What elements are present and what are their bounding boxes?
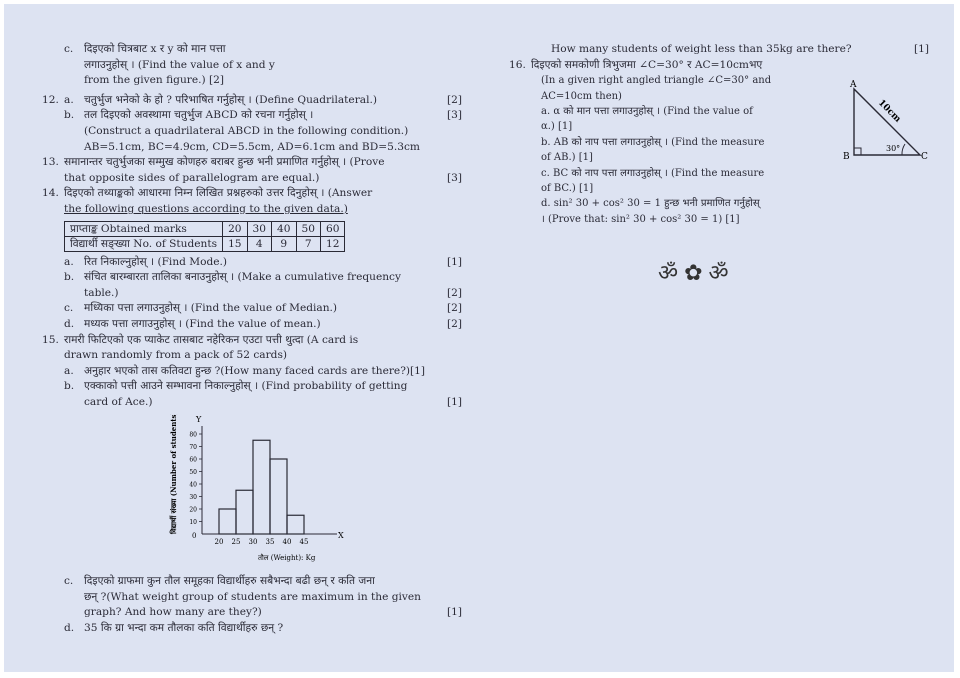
histogram-bar <box>236 491 253 535</box>
exam-page <box>4 4 954 672</box>
table-header-students: विद्यार्थी सङ्ख्या No. of Students <box>65 236 223 251</box>
angle-label: 30° <box>886 144 901 154</box>
q15a <box>42 364 462 380</box>
q15c-line3 <box>42 605 462 621</box>
table-cell: 60 <box>321 221 345 236</box>
q11c-label: c. <box>64 43 74 55</box>
q16-text-block <box>509 73 832 227</box>
right-column <box>509 42 929 227</box>
x-tick-label: 35 <box>265 538 275 547</box>
q15d-label: d. <box>64 621 75 634</box>
vertex-c-label: C <box>921 152 928 163</box>
y-tick-label: 40 <box>189 481 197 489</box>
q13-text: समानान्तर चतुर्भुजका सम्मुख कोणहरु बराबर हुन्छ भनी प्रमाणित गर्नुहोस् । (Prove <box>64 156 385 169</box>
q14-text: दिइएको तथ्याङ्कको आधारमा निम्न लिखित प्रश्नहरुको उत्तर दिनुहोस् । (Answer <box>64 187 373 200</box>
q16a-text2: α.) [1] <box>541 121 573 133</box>
q12b-marks: [3] <box>446 109 462 122</box>
y-tick-label: 70 <box>189 444 197 452</box>
q13-line2 <box>42 171 462 187</box>
q15a-label: a. <box>64 364 74 377</box>
histogram-svg <box>162 414 352 564</box>
y-tick-label: 30 <box>189 494 197 502</box>
q14b-text2: table.) <box>84 286 119 299</box>
table-cell: 40 <box>272 221 296 236</box>
q14c-label: c. <box>64 302 74 315</box>
q12-number: 12. <box>42 93 59 106</box>
q16b-text2: of AB.) [1] <box>541 152 593 164</box>
ornament-glyphs: ॐ✿ॐ <box>658 261 735 286</box>
q11c-text3: from the given figure.) [2] <box>84 74 224 87</box>
marks-table <box>64 221 345 252</box>
vertex-a-label: A <box>850 80 857 91</box>
x-tick-label: 40 <box>282 538 292 547</box>
x-tick-label: 20 <box>214 538 224 547</box>
q14d-text: मध्यक पत्ता लगाउनुहोस् । (Find the value of mean.) <box>84 317 321 330</box>
right-triangle-figure <box>832 79 929 169</box>
q12b-text: तल दिइएको अवस्थामा चतुर्भुज ABCD को रचना गर्नुहोस् । <box>84 109 314 122</box>
q15c-label: c. <box>64 575 74 588</box>
origin-label: 0 <box>192 532 197 541</box>
q15b <box>42 379 462 395</box>
q14d <box>42 317 462 333</box>
histogram-bar <box>287 516 304 535</box>
table-cell: 9 <box>272 236 296 251</box>
x-tick-label: 30 <box>248 538 258 547</box>
y-axis-label: विद्यार्थी संख्या (Number of students) <box>169 414 178 535</box>
x-axis-label: तौल (Weight): Kg <box>258 554 316 563</box>
q15b-marks: [1] <box>446 395 462 408</box>
q16d-text2: । (Prove that: sin² 30 + cos² 30 = 1) [1] <box>541 213 740 225</box>
table-header-marks: प्राप्ताङ्क Obtained marks <box>65 221 223 236</box>
q15d <box>42 621 462 637</box>
q15e-marks: [1] <box>913 43 929 55</box>
q16a-text: a. α को मान पत्ता लगाउनुहोस् । (Find the value of <box>541 106 753 117</box>
q12a-text: चतुर्भुज भनेको के हो ? परिभाषित गर्नुहोस् । (Define Quadrilateral.) <box>84 93 377 106</box>
q13-text2: that opposite sides of parallelogram are equal.) <box>64 171 320 184</box>
q15b-line2 <box>42 395 462 411</box>
q14b-text: संचित बारम्बारता तालिका बनाउनुहोस् । (Make a cumulative frequency <box>84 271 401 284</box>
q16-number: 16. <box>509 58 526 71</box>
y-tick-label: 20 <box>189 506 197 514</box>
q16c-text: c. BC को नाप पत्ता लगाउनुहोस् । (Find the measure <box>541 167 765 179</box>
q13-number: 13. <box>42 156 59 169</box>
histogram <box>162 414 462 570</box>
q14a-text: रित निकाल्नुहोस् । (Find Mode.) <box>84 255 228 268</box>
q12b-label: b. <box>64 109 75 122</box>
q15e <box>509 42 929 58</box>
q16-text3: AC=10cm then) <box>541 90 622 102</box>
q14c <box>42 301 462 317</box>
q15b-text: एक्काको पत्ती आउने सम्भावना निकाल्नुहोस् । (Find probability of getting <box>84 380 408 393</box>
q11c <box>42 42 462 89</box>
y-tick-label: 50 <box>189 469 197 477</box>
q11c-text2: लगाउनुहोस् । (Find the value of x and y <box>84 58 275 71</box>
q12a-label: a. <box>64 93 74 106</box>
q14a-label: a. <box>64 255 74 268</box>
q14-text2: the following questions according to the given data.) <box>64 202 348 215</box>
q12b <box>42 108 462 124</box>
q16 <box>509 58 929 74</box>
table-cell: 7 <box>296 236 320 251</box>
q12a-marks: [2] <box>446 93 462 106</box>
q14b-label: b. <box>64 271 75 284</box>
q12b-text3: AB=5.1cm, BC=4.9cm, CD=5.5cm, AD=6.1cm and BD=5.3cm <box>84 140 420 153</box>
vertex-b-label: B <box>843 152 850 163</box>
histogram-bar <box>219 509 236 534</box>
q15-text: रामरी फिटिएको एक प्याकेट तासबाट नहेरिकन एउटा पत्ती थुत्दा (A card is <box>64 333 359 346</box>
q15c-text3: graph? And how many are they?) <box>84 606 262 619</box>
q15e-text: How many students of weight less than 35kg are there? <box>551 43 852 55</box>
table-cell: 12 <box>321 236 345 251</box>
q15-number: 15. <box>42 333 59 346</box>
y-tick-label: 10 <box>189 519 197 527</box>
q14d-label: d. <box>64 317 75 330</box>
histogram-bar <box>270 459 287 534</box>
angle-arc <box>902 144 905 155</box>
q16-body <box>509 73 929 227</box>
q14b-marks: [2] <box>446 286 462 299</box>
side-ac-label: 10cm <box>875 98 903 125</box>
q15-text2: drawn randomly from a pack of 52 cards) <box>64 349 288 362</box>
q15c-marks: [1] <box>446 606 462 619</box>
table-row <box>65 221 345 236</box>
x-tick-label: 25 <box>231 538 241 547</box>
q14a <box>42 255 462 271</box>
q16d-text: d. sin² 30 + cos² 30 = 1 हुन्छ भनी प्रमाणित गर्नुहोस् <box>541 198 760 210</box>
y-tick-label: 60 <box>189 456 197 464</box>
q15 <box>42 333 462 349</box>
table-cell: 4 <box>247 236 271 251</box>
table-cell: 30 <box>247 221 271 236</box>
q16c-text2: of BC.) [1] <box>541 183 594 195</box>
left-column <box>42 42 462 636</box>
q14a-marks: [1] <box>446 255 462 268</box>
table-row <box>65 236 345 251</box>
q14c-text: मध्यिका पत्ता लगाउनुहोस् । (Find the value of Median.) <box>84 302 338 315</box>
right-angle-mark <box>854 148 861 155</box>
q16-text2: (In a given right angled triangle ∠C=30° and <box>541 75 772 87</box>
q15c-text: दिइएको ग्राफमा कुन तौल समूहका विद्यार्थीहरु सबैभन्दा बढी छन् र कति जना <box>84 575 375 588</box>
q15b-text2: card of Ace.) <box>84 395 153 408</box>
y-tick-label: 80 <box>189 431 197 439</box>
q15c <box>42 574 462 590</box>
q14d-marks: [2] <box>446 317 462 330</box>
table-cell: 50 <box>296 221 320 236</box>
q13-marks: [3] <box>446 171 462 184</box>
y-axis-letter: Y <box>196 415 202 425</box>
q12a <box>42 93 462 109</box>
q15b-label: b. <box>64 380 75 393</box>
table-cell: 15 <box>223 236 247 251</box>
histogram-bar <box>253 441 270 535</box>
q14 <box>42 186 462 202</box>
x-tick-label: 45 <box>299 538 309 547</box>
q12b-text2: (Construct a quadrilateral ABCD in the following condition.) <box>84 124 409 137</box>
q15d-text: 35 कि ग्रा भन्दा कम तौलका कति विद्यार्थीहरु छन् ? <box>84 621 284 634</box>
q16b-text: b. AB को नाप पत्ता लगाउनुहोस् । (Find the measure <box>541 136 765 148</box>
q13 <box>42 155 462 171</box>
q15c-text2: छन् ?(What weight group of students are maximum in the given <box>84 590 421 603</box>
q16-text: दिइएको समकोणी त्रिभुजमा ∠C=30° र AC=10cmभए <box>531 58 763 71</box>
q15a-text: अनुहार भएको तास कतिवटा हुन्छ ?(How many faced cards are there?)[1] <box>84 364 426 377</box>
q11c-text: दिइएको चित्रबाट x र y को मान पत्ता <box>84 43 226 55</box>
q14b-line2 <box>42 286 462 302</box>
table-cell: 20 <box>223 221 247 236</box>
x-axis-letter: X <box>338 531 344 541</box>
q14b <box>42 270 462 286</box>
q14-number: 14. <box>42 187 59 200</box>
q14c-marks: [2] <box>446 302 462 315</box>
